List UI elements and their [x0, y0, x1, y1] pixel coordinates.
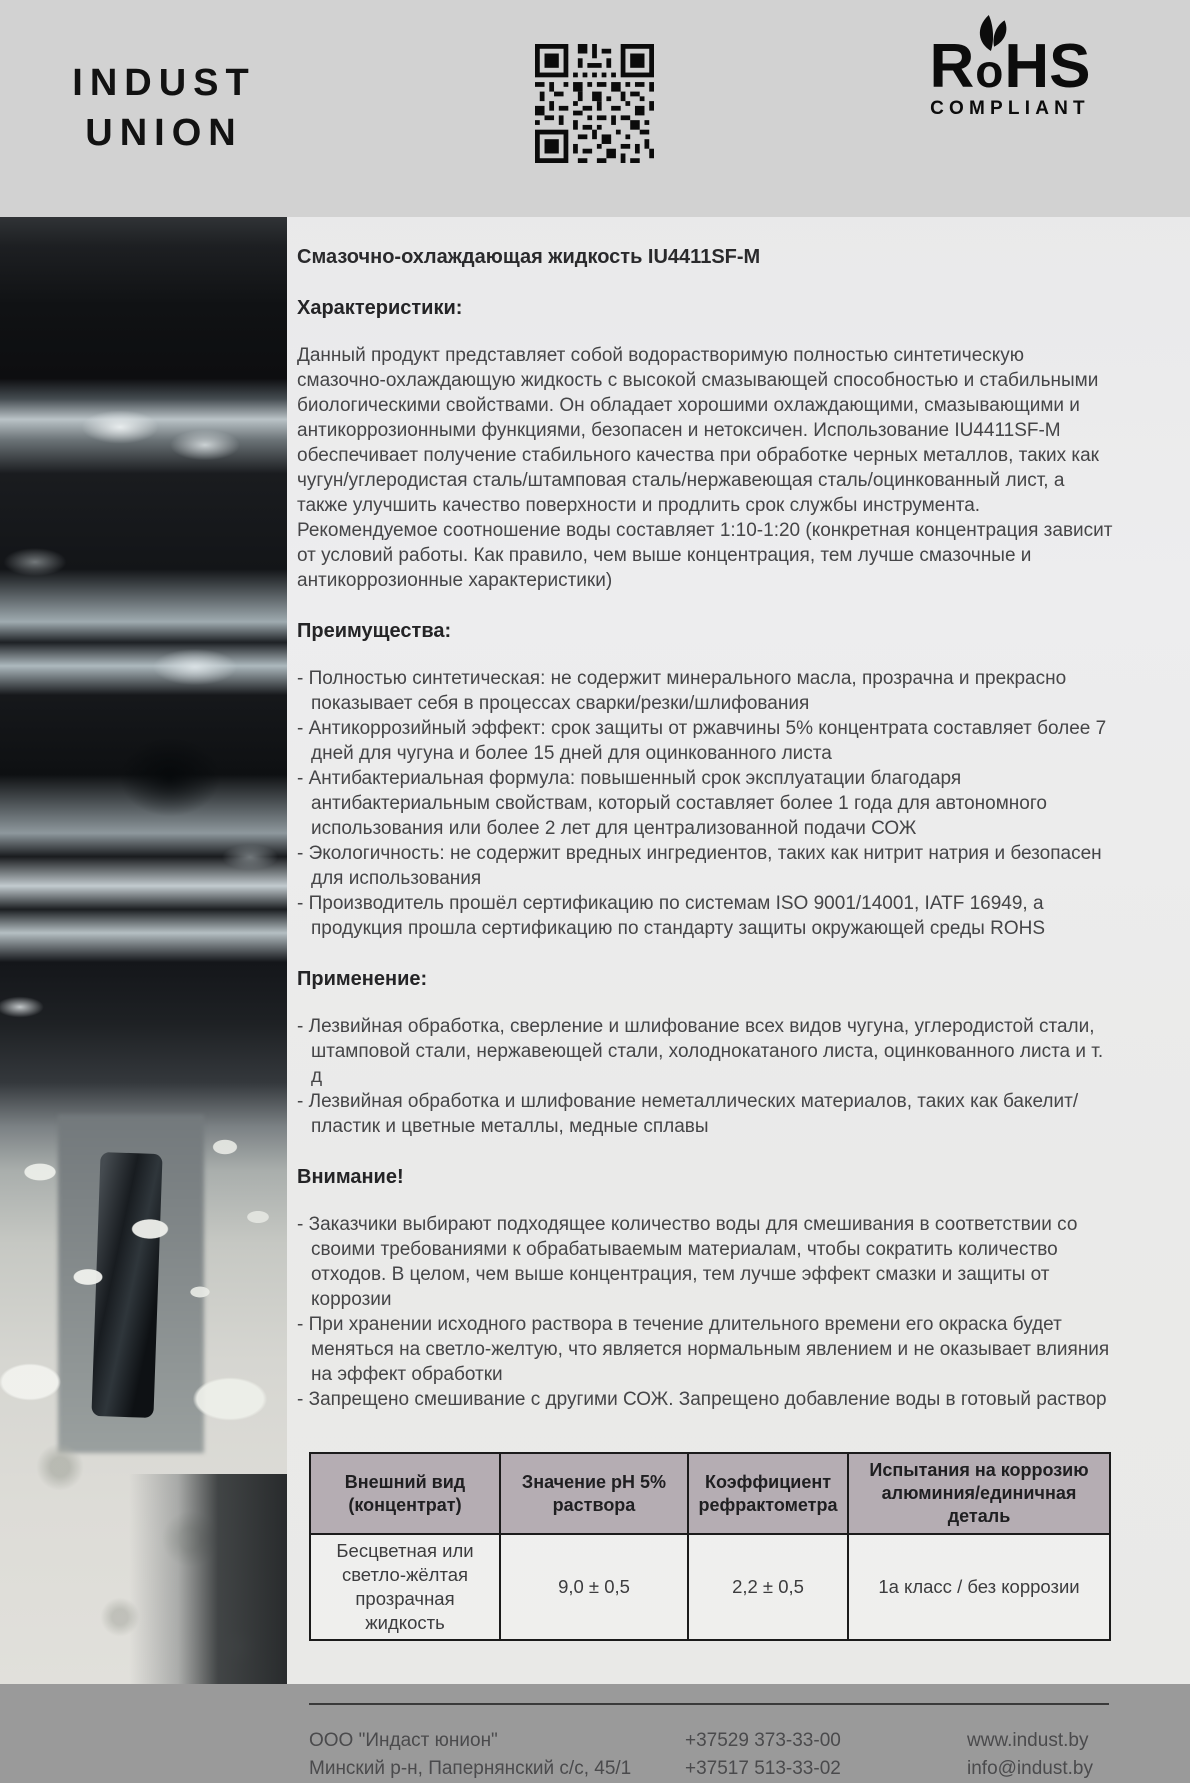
attention-list	[297, 1212, 1118, 1412]
list-item: - Антибактериальная формула: повышенный срок эксплуатации благодаря антибактериальным свойствам, который составляет более 1 года для автономного использования или более 2 лет для централизованной подачи СОЖ	[297, 768, 1047, 839]
photo-bottom-shadow	[0, 1474, 287, 1684]
table-header-cell: Значение pH 5% раствора	[500, 1453, 688, 1534]
logo-line-2: UNION	[85, 112, 243, 154]
table-cell-appearance: Бесцветная или светло-жёлтая прозрачная жидкость	[310, 1534, 500, 1640]
footer-company-block	[309, 1727, 685, 1783]
table-row	[310, 1534, 1110, 1640]
list-item: - Экологичность: не содержит вредных ингредиентов, таких как нитрит натрия и безопасен для использования	[297, 843, 1102, 889]
rohs-wordmark	[905, 32, 1115, 101]
table-header-cell: Внешний вид (концентрат)	[310, 1453, 500, 1534]
rohs-logo	[905, 32, 1115, 120]
footer-phone-1: +37529 373-33-00	[685, 1730, 841, 1751]
machining-photo	[0, 217, 287, 1684]
section-heading-application: Применение:	[297, 968, 428, 990]
table-header-row	[310, 1453, 1110, 1534]
list-item: - Производитель прошёл сертификацию по системам ISO 9001/14001, IATF 16949, а продукция прошла сертификацию по стандарту защиты окружающей среды ROHS	[297, 893, 1045, 939]
list-item: - Запрещено смешивание с другими СОЖ. Запрещено добавление воды в готовый раствор	[297, 1389, 1107, 1410]
header-band	[0, 0, 1190, 217]
table-cell-corrosion: 1а класс / без коррозии	[848, 1534, 1110, 1640]
rohs-subtitle: COMPLIANT	[930, 98, 1090, 119]
leaf-icon	[971, 14, 1015, 52]
characteristics-paragraph: Данный продукт представляет собой водорастворимую полностью синтетическую смазочно-охлаждающую жидкость с высокой смазывающей способностью и стабильными биологическими свойствами. Он обладает хорошими охлаждающими, смазывающими и антикоррозионными функциями, безопасен и нетоксичен. Использование IU4411SF-M обеспечивает получение стабильного качества при обработке черных металлов, таких как чугун/углеродистая сталь/штамповая сталь/нержавеющая сталь/оцинкованный лист, а также улучшить качество поверхности и продлить срок службы инструмента. Рекомендуемое соотношение воды составляет 1:10-1:20 (конкретная концентрация зависит от условий работы. Как правило, чем выше концентрация, тем лучше смазочные и антикоррозионные характеристики)	[297, 345, 1113, 591]
list-item: - При хранении исходного раствора в течение длительного времени его окраска будет меняться на светло-желтую, что является нормальным явлением и не оказывает влияния на эффект обработки	[297, 1314, 1110, 1385]
footer-phone-2: +37517 513-33-02	[685, 1758, 841, 1779]
document-body	[287, 217, 1190, 1779]
logo-line-1: INDUST	[72, 62, 256, 104]
rohs-letter-r: R	[929, 32, 975, 101]
qr-code-icon	[535, 44, 654, 163]
list-item: - Полностью синтетическая: не содержит минерального масла, прозрачна и прекрасно показывает себя в процессах сварки/резки/шлифования	[297, 668, 1067, 714]
list-item: - Заказчики выбирают подходящее количество воды для смешивания в соответствии со своими требованиями к обрабатываемым материалам, чтобы сократить количество отходов. В целом, чем выше концентрация, тем лучше эффект смазки и защиты от коррозии	[297, 1214, 1078, 1310]
document-title: Смазочно-охлаждающая жидкость IU4411SF-M	[297, 246, 761, 268]
list-item: - Лезвийная обработка, сверление и шлифование всех видов чугуна, углеродистой стали, штамповой стали, нержавеющей стали, холоднокатаного листа, оцинкованного листа и т. д	[297, 1016, 1104, 1087]
photo-highlights-foam	[0, 217, 287, 1684]
advantages-list	[297, 666, 1118, 941]
application-list	[297, 1014, 1118, 1139]
section-heading-advantages: Преимущества:	[297, 620, 452, 642]
footer-website: www.indust.by	[967, 1730, 1089, 1751]
list-item: - Антикоррозийный эффект: срок защиты от ржавчины 5% концентрата составляет более 7 дней для чугуна и более 15 дней для оцинкованного листа	[297, 718, 1107, 764]
section-heading-attention: Внимание!	[297, 1166, 404, 1188]
section-heading-characteristics: Характеристики:	[297, 297, 463, 319]
list-item: - Лезвийная обработка и шлифование неметаллических материалов, таких как бакелит/пластик и цветные металлы, медные сплавы	[297, 1091, 1079, 1137]
footer-web-block	[967, 1727, 1118, 1783]
footer-address: Минский р-н, Папернянский с/с, 45/1	[309, 1758, 632, 1779]
rohs-letters-hs: HS	[1004, 32, 1091, 101]
footer-phones-block	[685, 1727, 967, 1783]
footer	[309, 1727, 1118, 1783]
table-cell-refractometer: 2,2 ± 0,5	[688, 1534, 848, 1640]
table-cell-ph: 9,0 ± 0,5	[500, 1534, 688, 1640]
company-logo	[46, 58, 282, 158]
table-header-cell: Испытания на коррозию алюминия/единичная деталь	[848, 1453, 1110, 1534]
footer-company: ООО "Индаст юнион"	[309, 1730, 498, 1751]
rohs-letter-o: o	[975, 48, 1003, 94]
footer-divider	[309, 1703, 1109, 1705]
spec-table	[309, 1452, 1111, 1641]
footer-email: info@indust.by	[967, 1758, 1093, 1779]
table-header-cell: Коэффициент рефрактометра	[688, 1453, 848, 1534]
